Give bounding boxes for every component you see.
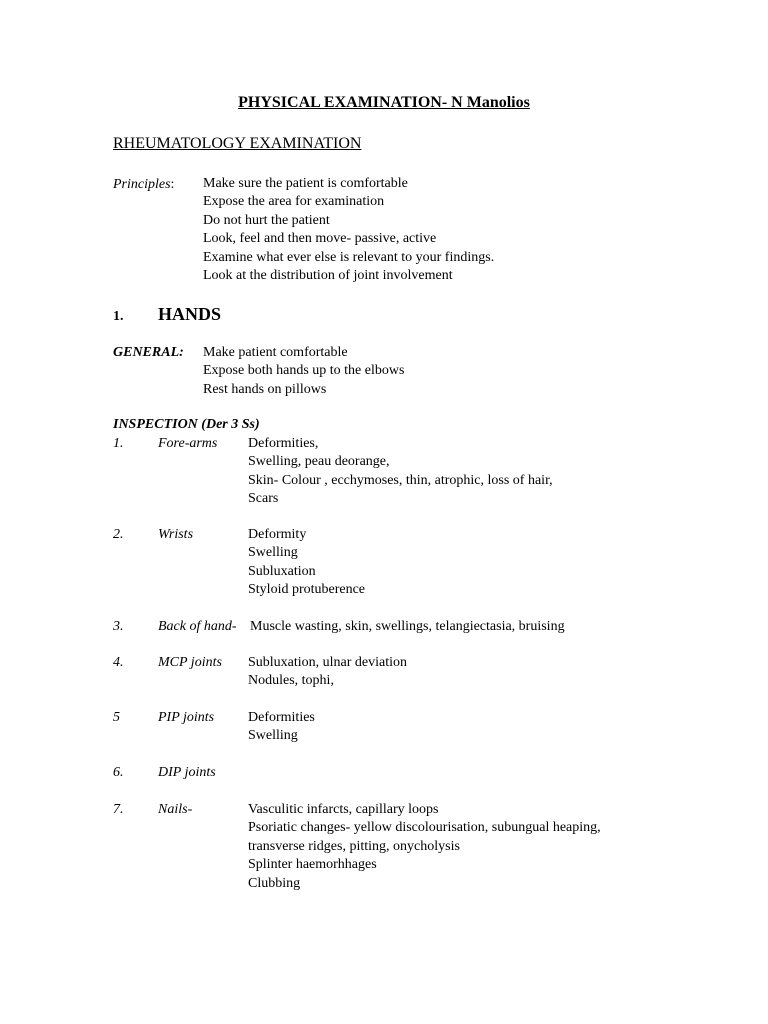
entry-line: Subluxation (248, 563, 316, 579)
entry-number: 7. (113, 802, 124, 817)
entry-line: Deformities (248, 710, 315, 725)
entry-label-pip-joints: PIP joints (158, 710, 215, 725)
entry-line: Skin- Colour , ecchymoses, thin, atrophic, loss of hair, (248, 472, 553, 488)
inspection-heading: INSPECTION (Der 3 Ss) (113, 417, 260, 432)
principle-item: Look at the distribution of joint involvement (203, 267, 453, 283)
principle-item: Make sure the patient is comfortable (203, 176, 408, 191)
entry-number: 5 (113, 710, 120, 725)
principles-colon: : (170, 177, 175, 192)
entry-lines-nails (248, 801, 601, 893)
entry-line: Deformity (248, 527, 307, 542)
entry-lines-pip-joints (248, 709, 315, 746)
principles-list (203, 175, 494, 285)
general-list (203, 344, 404, 399)
general-item: Make patient comfortable (203, 345, 348, 360)
entry-line: Swelling, peau deorange, (248, 454, 390, 470)
entry-line: Psoriatic changes- yellow discolourisation, subungual heaping, (248, 820, 601, 836)
entry-label-nails: Nails- (158, 802, 193, 817)
general-item: Rest hands on pillows (203, 381, 327, 397)
entry-line: Muscle wasting, skin, swellings, telangiectasia, bruising (250, 619, 565, 634)
principle-item: Examine what ever else is relevant to your findings. (203, 249, 495, 265)
entry-label-dip-joints: DIP joints (158, 765, 216, 780)
entry-lines-mcp-joints (248, 654, 407, 691)
entry-number: 6. (113, 765, 124, 780)
entry-label-mcp-joints: MCP joints (158, 655, 222, 670)
entry-number: 2. (113, 527, 124, 542)
section-number: 1. (113, 309, 124, 324)
principle-item: Expose the area for examination (203, 194, 385, 210)
section-heading-rheumatology: RHEUMATOLOGY EXAMINATION (113, 135, 362, 152)
general-label: GENERAL: (113, 345, 184, 360)
entry-number: 1. (113, 436, 124, 451)
entry-line: Subluxation, ulnar deviation (248, 655, 408, 670)
entry-lines-back-of-hand (250, 618, 565, 636)
section-title-hands: HANDS (158, 304, 222, 324)
entry-line: Vasculitic infarcts, capillary loops (248, 802, 439, 817)
general-item: Expose both hands up to the elbows (203, 363, 405, 379)
entry-number: 3. (113, 619, 124, 634)
entry-line: Nodules, tophi, (248, 673, 334, 689)
entry-label-wrists: Wrists (158, 527, 194, 542)
entry-line: Splinter haemorhhages (248, 857, 377, 873)
principle-item: Do not hurt the patient (203, 212, 330, 228)
entry-lines-wrists (248, 526, 365, 600)
entry-label-fore-arms: Fore-arms (158, 436, 218, 451)
entry-number: 4. (113, 655, 124, 670)
principles-label-group (113, 176, 174, 194)
entry-line: Scars (248, 491, 279, 507)
page-title: PHYSICAL EXAMINATION- N Manolios (238, 94, 530, 111)
entry-line: Clubbing (248, 875, 301, 891)
entry-line: Styloid protuberence (248, 582, 366, 598)
entry-line: transverse ridges, pitting, onycholysis (248, 838, 460, 854)
entry-label-back-of-hand: Back of hand- (158, 619, 237, 634)
entry-line: Deformities, (248, 436, 319, 451)
entry-line: Swelling (248, 728, 298, 744)
principles-label: Principles (113, 177, 171, 192)
entry-lines-fore-arms (248, 435, 553, 509)
principle-item: Look, feel and then move- passive, active (203, 231, 437, 247)
entry-line: Swelling (248, 545, 298, 561)
